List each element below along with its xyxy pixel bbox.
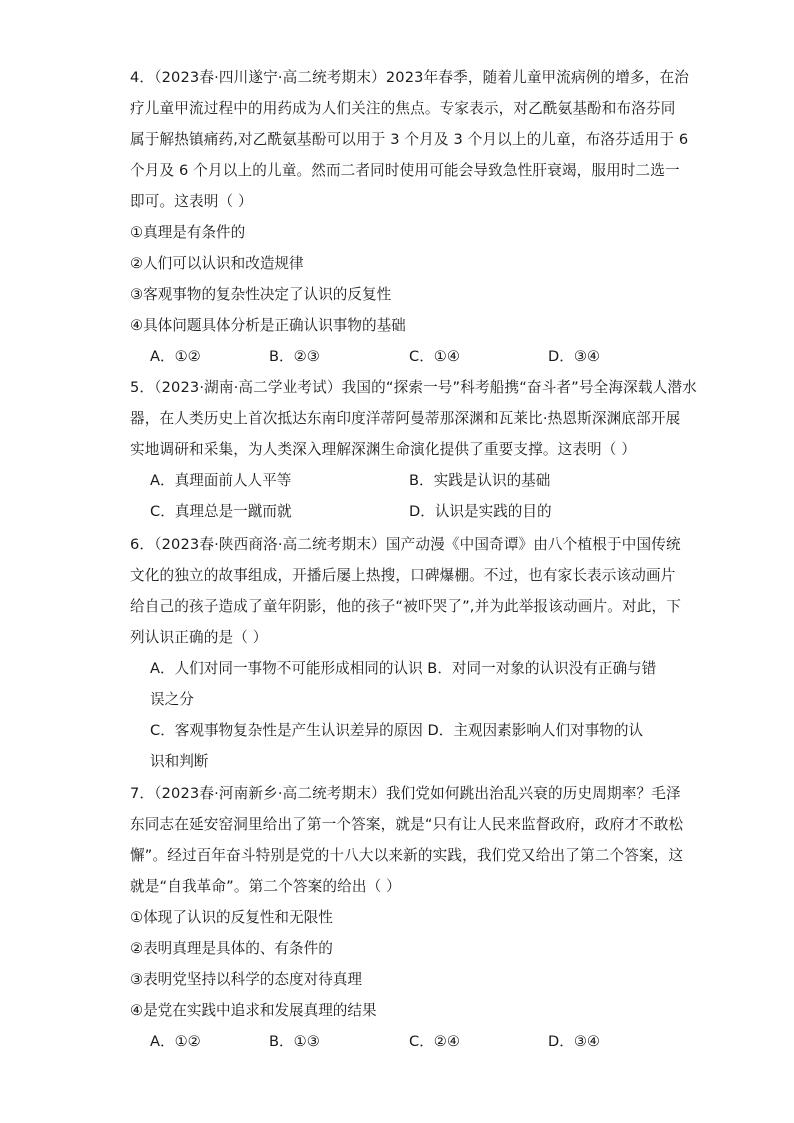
- question-7-stem-line: 懈”。经过百年奋斗特别是党的十八大以来新的实践，我们党又给出了第二个答案，这: [130, 847, 684, 864]
- question-4-stem-line: 个月及 6 个月以上的儿童。然而二者同时使用可能会导致急性肝衰竭，服用时二选一: [130, 162, 680, 179]
- question-4-statement: ①真理是有条件的: [130, 224, 246, 241]
- question-7-statement: ④是党在实践中追求和发展真理的结果: [130, 1002, 377, 1019]
- question-4-stem-line: 属于解热镇痛药,对乙酰氨基酚可以用于 3 个月及 3 个月以上的儿童，布洛芬适用于 6: [130, 131, 689, 148]
- question-7-statement: ②表明真理是具体的、有条件的: [130, 940, 333, 957]
- choice-d[interactable]: D．③④: [548, 348, 600, 365]
- question-7-stem-line: 就是“自我革命”。第二个答案的给出（ ）: [130, 878, 401, 895]
- question-7-statement: ①体现了认识的反复性和无限性: [130, 909, 333, 926]
- question-6-stem-line: 文化的独立的故事组成，开播后屡上热搜，口碑爆棚。不过，也有家长表示该动画片: [130, 567, 676, 584]
- question-6-stem-line: 6．（2023春·陕西商洛·高二统考期末）国产动漫《中国奇谭》由八个植根于中国传统: [130, 536, 681, 553]
- choice-a[interactable]: A．①②: [150, 348, 201, 365]
- question-4-choices: [130, 341, 664, 372]
- question-4-stem-line: 疗儿童甲流过程中的用药成为人们关注的焦点。专家表示，对乙酰氨基酚和布洛芬同: [130, 100, 676, 117]
- choice-b[interactable]: B．①③: [269, 1033, 320, 1050]
- question-6: [130, 529, 681, 777]
- question-5-stem-line: 器，在人类历史上首次抵达东南印度洋蒂阿曼蒂那深渊和瓦莱比·热恩斯深渊底部开展: [130, 410, 681, 427]
- question-7-stem-line: 7．（2023春·河南新乡·高二统考期末）我们党如何跳出治乱兴衰的历史周期率？毛泽: [130, 785, 681, 802]
- question-6-choice-line[interactable]: C．客观事物复杂性是产生认识差异的原因 D．主观因素影响人们对事物的认: [150, 722, 644, 739]
- question-4-statement: ②人们可以认识和改造规律: [130, 255, 304, 272]
- question-5: [130, 372, 697, 527]
- question-4-statement: ④具体问题具体分析是正确认识事物的基础: [130, 317, 406, 334]
- question-5-choices-row-2: [130, 496, 664, 527]
- question-4-stem-line: 即可。这表明（ ）: [130, 193, 253, 210]
- choice-c[interactable]: C．真理总是一蹴而就: [150, 503, 292, 520]
- question-6-choice-line[interactable]: 误之分: [150, 691, 194, 708]
- question-7-statement: ③表明党坚持以科学的态度对待真理: [130, 971, 362, 988]
- choice-c[interactable]: C．②④: [409, 1033, 460, 1050]
- question-5-choices-row-1: [130, 465, 664, 496]
- choice-d[interactable]: D．③④: [548, 1033, 600, 1050]
- question-6-stem-line: 列认识正确的是（ ）: [130, 629, 268, 646]
- question-6-stem-line: 给自己的孩子造成了童年阴影，他的孩子“被吓哭了”,并为此举报该动画片。对此，下: [130, 598, 681, 615]
- choice-c[interactable]: C．①④: [409, 348, 460, 365]
- question-6-choice-line[interactable]: 识和判断: [150, 753, 209, 770]
- choice-b[interactable]: B．实践是认识的基础: [409, 472, 551, 489]
- choice-a[interactable]: A．真理面前人人平等: [150, 472, 292, 489]
- question-4-stem-line: 4．（2023春·四川遂宁·高二统考期末）2023年春季，随着儿童甲流病例的增多，在治: [130, 69, 689, 86]
- choice-b[interactable]: B．②③: [269, 348, 320, 365]
- question-7-stem-line: 东同志在延安窑洞里给出了第一个答案，就是“只有让人民来监督政府，政府才不敢松: [130, 816, 684, 833]
- choice-d[interactable]: D．认识是实践的目的: [409, 503, 552, 520]
- question-4: [130, 62, 689, 372]
- question-6-choice-line[interactable]: A．人们对同一事物不可能形成相同的认识 B．对同一对象的认识没有正确与错: [150, 660, 657, 677]
- question-7-choices: [130, 1026, 664, 1057]
- question-5-stem-line: 实地调研和采集，为人类深入理解深渊生命演化提供了重要支撑。这表明（ ）: [130, 441, 637, 458]
- question-4-statement: ③客观事物的复杂性决定了认识的反复性: [130, 286, 392, 303]
- choice-a[interactable]: A．①②: [150, 1033, 201, 1050]
- question-5-stem-line: 5．（2023·湖南·高二学业考试）我国的“探索一号”科考船携“奋斗者”号全海深载人潜水: [130, 379, 697, 396]
- question-7: [130, 778, 684, 1057]
